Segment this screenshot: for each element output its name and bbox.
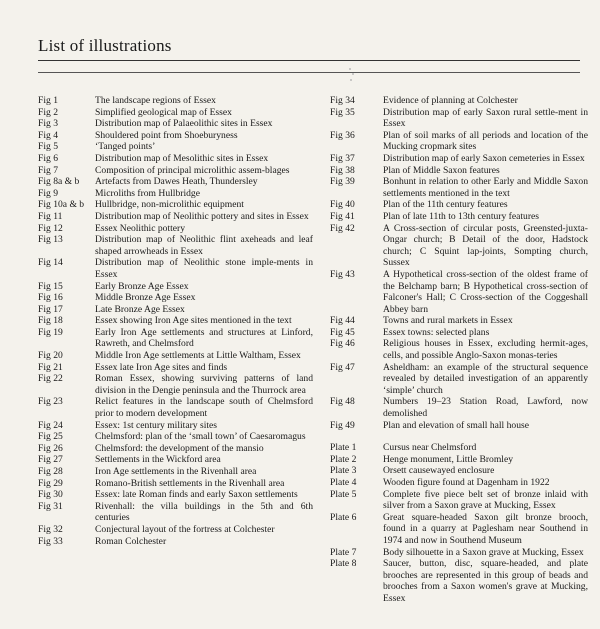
entry-number: Fig 46	[330, 338, 355, 350]
entry-caption: Cursus near Chelmsford	[383, 442, 477, 454]
entry-caption: Essex showing Iron Age sites mentioned in the text	[95, 315, 292, 327]
illustration-entry	[38, 443, 313, 455]
entry-caption: Religious houses in Essex, excluding hermit-ages, cells, and possible Anglo-Saxon monas-teries	[383, 338, 588, 362]
illustration-entry	[330, 489, 588, 512]
entry-caption: Middle Iron Age settlements at Little Waltham, Essex	[95, 350, 301, 362]
entry-number: Fig 47	[330, 361, 355, 373]
entry-caption: Chelmsford: the development of the mansio	[95, 442, 264, 454]
entry-number: Fig 38	[330, 164, 355, 176]
entry-caption: A Hypothetical cross-section of the oldest frame of the Belchamp barn; B Hypothetical cross-section of Falconer's Hall; C Cross-section of the Coggeshall Abbey barn	[383, 268, 588, 315]
illustration-entry	[330, 223, 588, 269]
illustration-entry	[38, 257, 313, 280]
illustration-entry	[38, 153, 313, 165]
illustration-entry	[330, 165, 588, 177]
entry-caption: Body silhouette in a Saxon grave at Mucking, Essex	[383, 546, 584, 558]
entry-caption: Roman Colchester	[95, 535, 167, 547]
illustration-entry	[38, 501, 313, 524]
entry-number: Fig 37	[330, 152, 355, 164]
illustration-entry	[330, 558, 588, 604]
illustration-entry	[330, 107, 588, 130]
entry-number: Fig 24	[38, 419, 63, 431]
entry-caption: Distribution map of early Saxon rural settle-ment in Essex	[383, 106, 588, 130]
entry-number: Plate 5	[330, 488, 357, 500]
entry-number: Plate 6	[330, 511, 357, 523]
entry-caption: Henge monument, Little Bromley	[383, 453, 514, 465]
entry-number: Fig 10a & b	[38, 199, 85, 211]
illustration-entry	[330, 465, 588, 477]
illustration-entry	[330, 442, 588, 454]
entry-number: Fig 20	[38, 350, 63, 362]
entry-caption: A Cross-section of circular posts, Greensted-juxta-Ongar church; B Detail of the door, Hadstock church; C Squint lap-joints, Sompting church, Sussex	[383, 222, 588, 269]
illustration-entry	[330, 327, 588, 339]
entry-number: Fig 4	[38, 129, 58, 141]
illustration-entry	[330, 362, 588, 397]
scan-speck	[349, 68, 351, 70]
entry-number: Fig 32	[38, 523, 63, 535]
illustration-entry	[38, 130, 313, 142]
illustration-entry	[38, 373, 313, 396]
entry-number: Fig 35	[330, 106, 355, 118]
entry-number: Fig 39	[330, 176, 355, 188]
page-title: List of illustrations	[38, 36, 172, 55]
title-top-rule	[38, 60, 580, 61]
entry-number: Fig 11	[38, 210, 63, 222]
entry-caption: Early Iron Age settlements and structures at Linford, Rawreth, and Chelmsford	[95, 326, 313, 350]
entry-caption: Essex towns: selected plans	[383, 326, 490, 338]
illustration-entry	[38, 396, 313, 419]
illustration-entry	[330, 547, 588, 559]
entry-number: Fig 36	[330, 129, 355, 141]
illustration-entry	[38, 524, 313, 536]
illustration-entry	[330, 130, 588, 153]
illustration-entry	[38, 281, 313, 293]
illustration-entry	[38, 188, 313, 200]
illustration-entry	[38, 95, 313, 107]
entry-number: Fig 29	[38, 477, 63, 489]
illustration-entry	[38, 327, 313, 350]
entry-caption: Relict features in the landscape south of Chelmsford prior to modern development	[95, 396, 313, 420]
entry-caption: Numbers 19–23 Station Road, Lawford, now demolished	[383, 396, 588, 420]
entry-caption: Settlements in the Wickford area	[95, 454, 221, 466]
illustration-entry	[38, 536, 313, 548]
scan-speck	[352, 73, 354, 75]
entry-caption: Plan and elevation of small hall house	[383, 419, 530, 431]
entry-number: Fig 18	[38, 315, 63, 327]
entry-caption: Essex late Iron Age sites and finds	[95, 361, 228, 373]
entry-number: Fig 25	[38, 431, 63, 443]
entry-number: Plate 2	[330, 453, 357, 465]
illustration-entry	[38, 118, 313, 130]
illustration-entry	[38, 362, 313, 374]
illustration-entry	[38, 431, 313, 443]
entry-caption: Iron Age settlements in the Rivenhall area	[95, 466, 257, 477]
entry-number: Fig 12	[38, 222, 63, 234]
entry-number: Fig 22	[38, 373, 63, 385]
entry-number: Fig 17	[38, 303, 63, 315]
illustration-entry	[330, 176, 588, 199]
illustration-entry	[330, 396, 588, 419]
entry-number: Plate 7	[330, 546, 357, 558]
illustration-entry	[38, 165, 313, 177]
illustration-entry	[38, 199, 313, 211]
entry-number: Fig 43	[330, 268, 355, 280]
entry-number: Fig 33	[38, 535, 63, 547]
entry-caption: Simplified geological map of Essex	[95, 106, 232, 118]
entry-number: Fig 13	[38, 234, 63, 246]
entry-number: Plate 3	[330, 465, 357, 477]
illustration-entry	[330, 420, 588, 432]
illustration-entry	[330, 315, 588, 327]
entry-number: Fig 34	[330, 95, 355, 106]
entry-caption: Asheldham: an example of the structural sequence revealed by detailed investigation of an apparently ‘simple’ church	[383, 361, 588, 396]
entry-caption: Rivenhall: the villa buildings in the 5th and 6th centuries	[95, 500, 313, 524]
entry-caption: Saucer, button, disc, square-headed, and plate brooches are represented in this group of beads and brooches from a Saxon women's grave at Mucking, Essex	[383, 558, 588, 604]
illustration-entry	[330, 512, 588, 547]
entry-caption: Essex: late Roman finds and early Saxon settlements	[95, 489, 298, 501]
entry-caption: The landscape regions of Essex	[95, 95, 216, 106]
entry-number: Fig 49	[330, 419, 355, 431]
title-bottom-rule	[38, 72, 580, 73]
illustration-entry	[38, 304, 313, 316]
entry-caption: Complete five piece belt set of bronze inlaid with silver from a Saxon grave at Mucking, Essex	[383, 488, 588, 512]
entry-number: Fig 16	[38, 292, 63, 304]
illustration-entry	[38, 141, 313, 153]
entry-number: Fig 1	[38, 95, 58, 106]
entry-caption: Plan of Middle Saxon features	[383, 164, 500, 176]
entry-number: Fig 21	[38, 361, 63, 373]
entry-number: Fig 44	[330, 315, 355, 327]
entry-number: Fig 27	[38, 454, 63, 466]
illustration-entry	[330, 338, 588, 361]
entry-number: Fig 28	[38, 466, 63, 477]
illustration-entry	[38, 466, 313, 478]
illustration-entry	[330, 269, 588, 315]
entry-caption: Bonhunt in relation to other Early and Middle Saxon settlements mentioned in the text	[383, 176, 588, 199]
entry-caption: Plan of late 11th to 13th century features	[383, 210, 540, 222]
entry-number: Fig 42	[330, 222, 355, 234]
entry-caption: Distribution map of Mesolithic sites in Essex	[95, 152, 269, 164]
entry-number: Fig 14	[38, 257, 63, 269]
entry-number: Fig 8a & b	[38, 176, 80, 188]
entry-number: Fig 40	[330, 199, 355, 211]
entry-number: Plate 1	[330, 442, 357, 454]
illustration-entry	[38, 478, 313, 490]
entry-number: Fig 2	[38, 106, 58, 118]
illustration-entry	[330, 153, 588, 165]
entry-number: Fig 5	[38, 141, 58, 153]
entry-caption: Distribution map of early Saxon cemeteries in Essex	[383, 152, 585, 164]
entry-caption: Essex Neolithic pottery	[95, 222, 186, 234]
illustration-entry	[38, 454, 313, 466]
entry-caption: Middle Bronze Age Essex	[95, 292, 196, 304]
entry-caption: ‘Tanged points’	[95, 141, 156, 153]
illustration-entry	[330, 211, 588, 223]
illustration-entry	[330, 454, 588, 466]
left-illustration-list	[38, 95, 313, 547]
entry-caption: Wooden figure found at Dagenham in 1922	[383, 477, 550, 488]
entry-caption: Composition of principal microlithic assem-blages	[95, 164, 290, 176]
illustration-entry	[38, 176, 313, 188]
entry-number: Fig 23	[38, 396, 63, 408]
entry-caption: Plan of soil marks of all periods and location of the Mucking cropmark sites	[383, 129, 588, 153]
entry-number: Fig 15	[38, 280, 63, 292]
entry-caption: Hullbridge, non-microlithic equipment	[95, 199, 244, 211]
entry-caption: Evidence of planning at Colchester	[383, 95, 518, 106]
illustration-entry	[38, 234, 313, 257]
entry-number: Fig 7	[38, 164, 58, 176]
entry-caption: Conjectural layout of the fortress at Colchester	[95, 523, 275, 535]
entry-number: Fig 3	[38, 118, 58, 130]
entry-caption: Late Bronze Age Essex	[95, 303, 185, 315]
illustration-entry	[330, 199, 588, 211]
illustration-entry	[330, 95, 588, 107]
entry-caption: Plan of the 11th century features	[383, 199, 508, 211]
entry-number: Fig 48	[330, 396, 355, 408]
entry-caption: Orsett causewayed enclosure	[383, 465, 495, 477]
scan-speck	[350, 79, 352, 81]
entry-number: Fig 45	[330, 326, 355, 338]
illustration-entry	[38, 420, 313, 432]
illustration-entry	[38, 211, 313, 223]
entry-number: Fig 26	[38, 442, 63, 454]
entry-number: Plate 4	[330, 477, 357, 488]
entry-caption: Chelmsford: plan of the ‘small town’ of Caesaromagus	[95, 431, 306, 443]
entry-caption: Artefacts from Dawes Heath, Thundersley	[95, 176, 258, 188]
entry-caption: Distribution map of Neolithic pottery and sites in Essex	[95, 210, 309, 222]
entry-caption: Great square-headed Saxon gilt bronze brooch, found in a quarry at Paglesham near Southend in 1974 and now in Southend Museum	[383, 511, 588, 546]
entry-number: Fig 6	[38, 152, 58, 164]
entry-number: Fig 31	[38, 500, 63, 512]
illustration-entry	[38, 315, 313, 327]
entry-caption: Distribution map of Neolithic stone imple-ments in Essex	[95, 257, 313, 280]
entry-caption: Microliths from Hullbridge	[95, 187, 200, 199]
illustration-entry	[38, 223, 313, 235]
entry-caption: Roman Essex, showing surviving patterns of land division in the Dengie peninsula and the Thurrock area	[95, 373, 313, 396]
entry-number: Fig 30	[38, 489, 63, 501]
entry-caption: Towns and rural markets in Essex	[383, 315, 513, 327]
entry-number: Fig 9	[38, 187, 58, 199]
illustration-entry	[38, 489, 313, 501]
illustration-entry	[330, 477, 588, 489]
illustration-entry	[38, 350, 313, 362]
entry-caption: Distribution map of Palaeolithic sites in Essex	[95, 118, 273, 130]
entry-number: Fig 41	[330, 210, 355, 222]
entry-number: Plate 8	[330, 558, 357, 570]
entry-number: Fig 19	[38, 326, 63, 338]
entry-caption: Romano-British settlements in the Rivenhall area	[95, 477, 285, 489]
entry-caption: Shouldered point from Shoeburyness	[95, 129, 238, 141]
illustration-entry	[38, 107, 313, 119]
entry-caption: Early Bronze Age Essex	[95, 280, 189, 292]
right-illustration-list	[330, 95, 588, 605]
entry-caption: Essex: 1st century military sites	[95, 419, 218, 431]
illustration-entry	[38, 292, 313, 304]
entry-caption: Distribution map of Neolithic flint axeheads and leaf shaped arrowheads in Essex	[95, 234, 313, 257]
